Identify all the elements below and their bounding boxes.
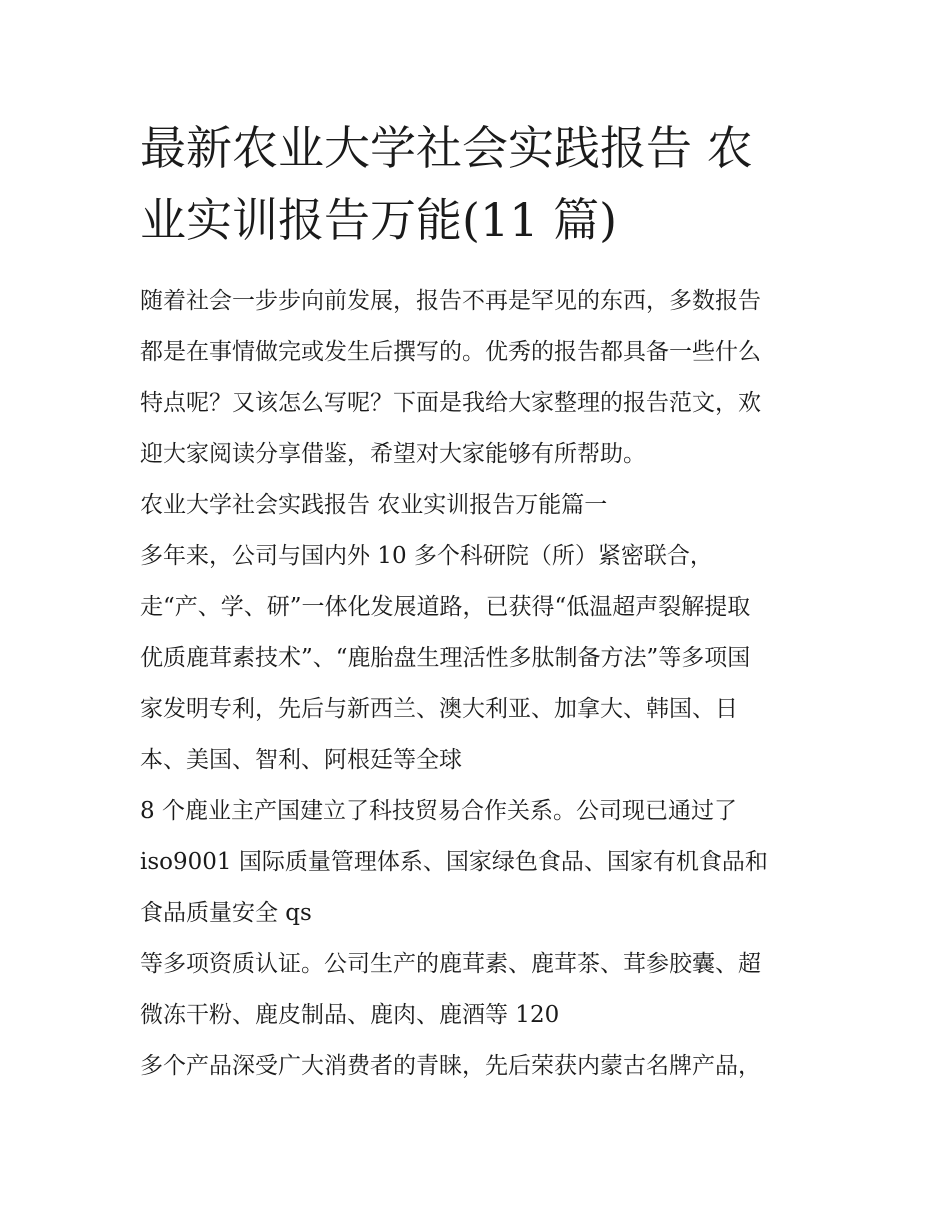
body-line: 家发明专利，先后与新西兰、澳大利亚、加拿大、韩国、日	[140, 696, 738, 722]
body-line: 本、美国、智利、阿根廷等全球	[140, 747, 462, 773]
body-line: 食品质量安全 qs	[140, 900, 312, 926]
body-line: 都是在事情做完或发生后撰写的。优秀的报告都具备一些什么	[140, 339, 761, 365]
title-line: 业实训报告万能(11 篇)	[140, 193, 618, 247]
section-heading: 农业大学社会实践报告 农业实训报告万能篇一	[140, 492, 608, 518]
body-line: 迎大家阅读分享借鉴，希望对大家能够有所帮助。	[140, 441, 646, 467]
body-line: 多年来，公司与国内外 10 多个科研院（所）紧密联合，	[140, 543, 713, 569]
body-line: 走“产、学、研”一体化发展道路，已获得“低温超声裂解提取	[140, 594, 751, 620]
document-title	[140, 112, 820, 256]
body-line: 多个产品深受广大消费者的青睐，先后荣获内蒙古名牌产品，	[140, 1053, 761, 1079]
title-line: 最新农业大学社会实践报告 农	[140, 121, 753, 175]
body-line: 微冻干粉、鹿皮制品、鹿肉、鹿酒等 120	[140, 1002, 560, 1028]
body-line: 8 个鹿业主产国建立了科技贸易合作关系。公司现已通过了	[140, 798, 737, 824]
body-line: 特点呢？又该怎么写呢？下面是我给大家整理的报告范文，欢	[140, 390, 761, 416]
body-line: 随着社会一步步向前发展，报告不再是罕见的东西，多数报告	[140, 288, 761, 314]
document-page	[140, 112, 820, 1092]
body-line: 等多项资质认证。公司生产的鹿茸素、鹿茸茶、茸参胶囊、超	[140, 951, 761, 977]
document-body	[140, 276, 820, 1092]
body-line: 优质鹿茸素技术”、“鹿胎盘生理活性多肽制备方法”等多项国	[140, 645, 751, 671]
body-line: iso9001 国际质量管理体系、国家绿色食品、国家有机食品和	[140, 849, 768, 875]
